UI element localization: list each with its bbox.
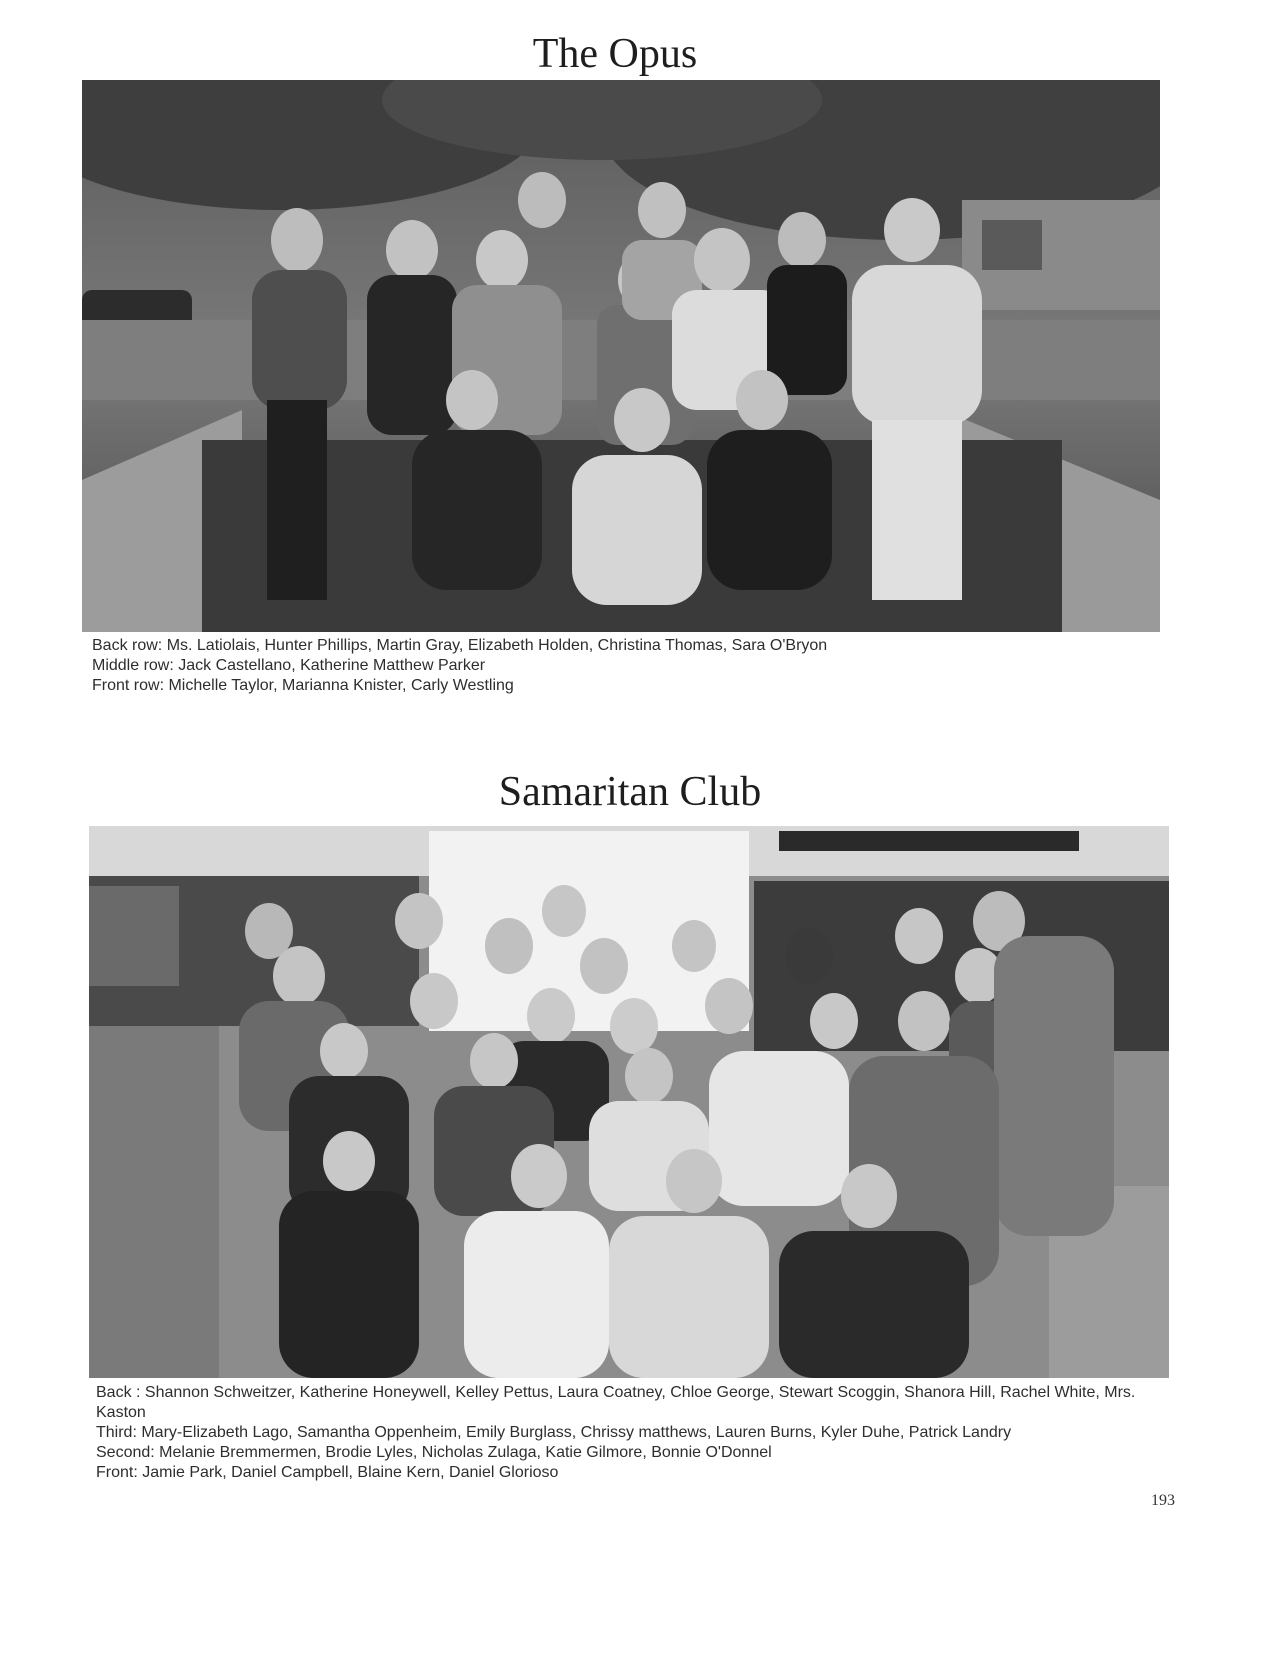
caption-front-row: Front: Jamie Park, Daniel Campbell, Blaine Kern, Daniel Glorioso [96,1464,559,1481]
opus-group-photo [82,80,1160,632]
caption-back-row: Back : Shannon Schweitzer, Katherine Honeywell, Kelley Pettus, Laura Coatney, Chloe George, Stewart Scoggin, Shanora Hill, Rachel White, Mrs. Kaston [96,1384,1136,1421]
caption-second-row: Second: Melanie Bremmermen, Brodie Lyles, Nicholas Zulaga, Katie Gilmore, Bonnie O'Donnel [96,1444,772,1461]
samaritan-group-photo [89,826,1169,1378]
opus-caption [92,636,827,696]
section-title-samaritan: Samaritan Club [498,769,762,815]
page-number: 193 [1151,1492,1175,1509]
section-title-opus: The Opus [532,31,698,77]
caption-third-row: Third: Mary-Elizabeth Lago, Samantha Oppenheim, Emily Burglass, Chrissy matthews, Lauren Burns, Kyler Duhe, Patrick Landry [96,1424,1012,1441]
caption-front-row: Front row: Michelle Taylor, Marianna Knister, Carly Westling [92,677,514,694]
samaritan-caption [96,1383,1156,1483]
caption-middle-row: Middle row: Jack Castellano, Katherine Matthew Parker [92,657,486,674]
caption-back-row: Back row: Ms. Latiolais, Hunter Phillips, Martin Gray, Elizabeth Holden, Christina Thomas, Sara O'Bryon [92,637,828,654]
